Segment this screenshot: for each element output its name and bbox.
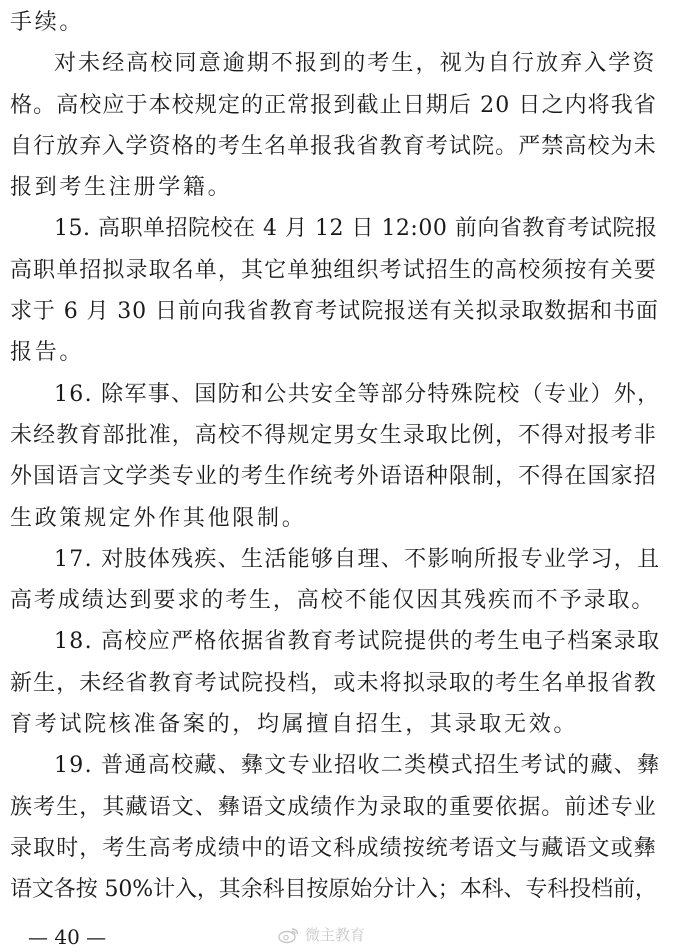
weibo-icon [278,926,300,944]
text-line: 报告。 [10,340,85,366]
text-line: 手续。 [10,10,85,35]
text-line: 录取时，考生高考成绩中的语文科成绩按统考语文与藏语文或彝 [10,835,657,861]
text-line: 高考成绩达到要求的考生，高校不能仅因其残疾而不予录取。 [10,588,656,614]
text-line: 19. 普通高校藏、彝文专业招收二类模式招生考试的藏、彝 [54,753,661,779]
page-number: — 40 — [28,925,107,949]
text-line: 求于 6 月 30 日前向我省教育考试院报送有关拟录取数据和书面 [10,299,659,325]
text-line: 外国语言文学类专业的考生作统考外语语种限制，不得在国家招 [10,464,657,490]
body-text [10,2,661,911]
text-line: 18. 高校应严格依据省教育考试院提供的考生电子档案录取 [54,629,661,655]
text-line: 语文各按 50%计入，其余科目按原始分计入；本科、专科投档前， [10,877,657,903]
text-line: 报到考生注册学籍。 [10,175,233,201]
text-line: 对未经高校同意逾期不报到的考生，视为自行放弃入学资 [54,51,657,77]
text-line: 自行放弃入学资格的考生名单报我省教育考试院。严禁高校为未 [10,133,657,159]
text-line: 17. 对肢体残疾、生活能够自理、不影响所报专业学习，且 [54,546,661,572]
text-line: 格。高校应于本校规定的正常报到截止日期后 20 日之内将我省 [10,92,657,118]
text-line: 育考试院核准备案的，均属擅自招生，其录取无效。 [10,712,579,738]
text-line: 未经教育部批准，高校不得规定男女生录取比例，不得对报考非 [10,422,657,448]
text-line: 高职单招拟录取名单，其它单独组织考试招生的高校须按有关要 [10,257,657,283]
text-line: 新生，未经省教育考试院投档，或未将拟录取的考生名单报省教 [10,670,657,696]
watermark-text: 微主教育 [305,926,366,944]
watermark [278,924,365,946]
text-line: 16. 除军事、国防和公共安全等部分特殊院校（专业）外， [54,381,661,407]
text-line: 15. 高职单招院校在 4 月 12 日 12:00 前向省教育考试院报 [54,216,658,242]
text-line: 族考生，其藏语文、彝语文成绩作为录取的重要依据。前述专业 [10,794,657,820]
text-line: 生政策规定外作其他限制。 [10,505,307,531]
